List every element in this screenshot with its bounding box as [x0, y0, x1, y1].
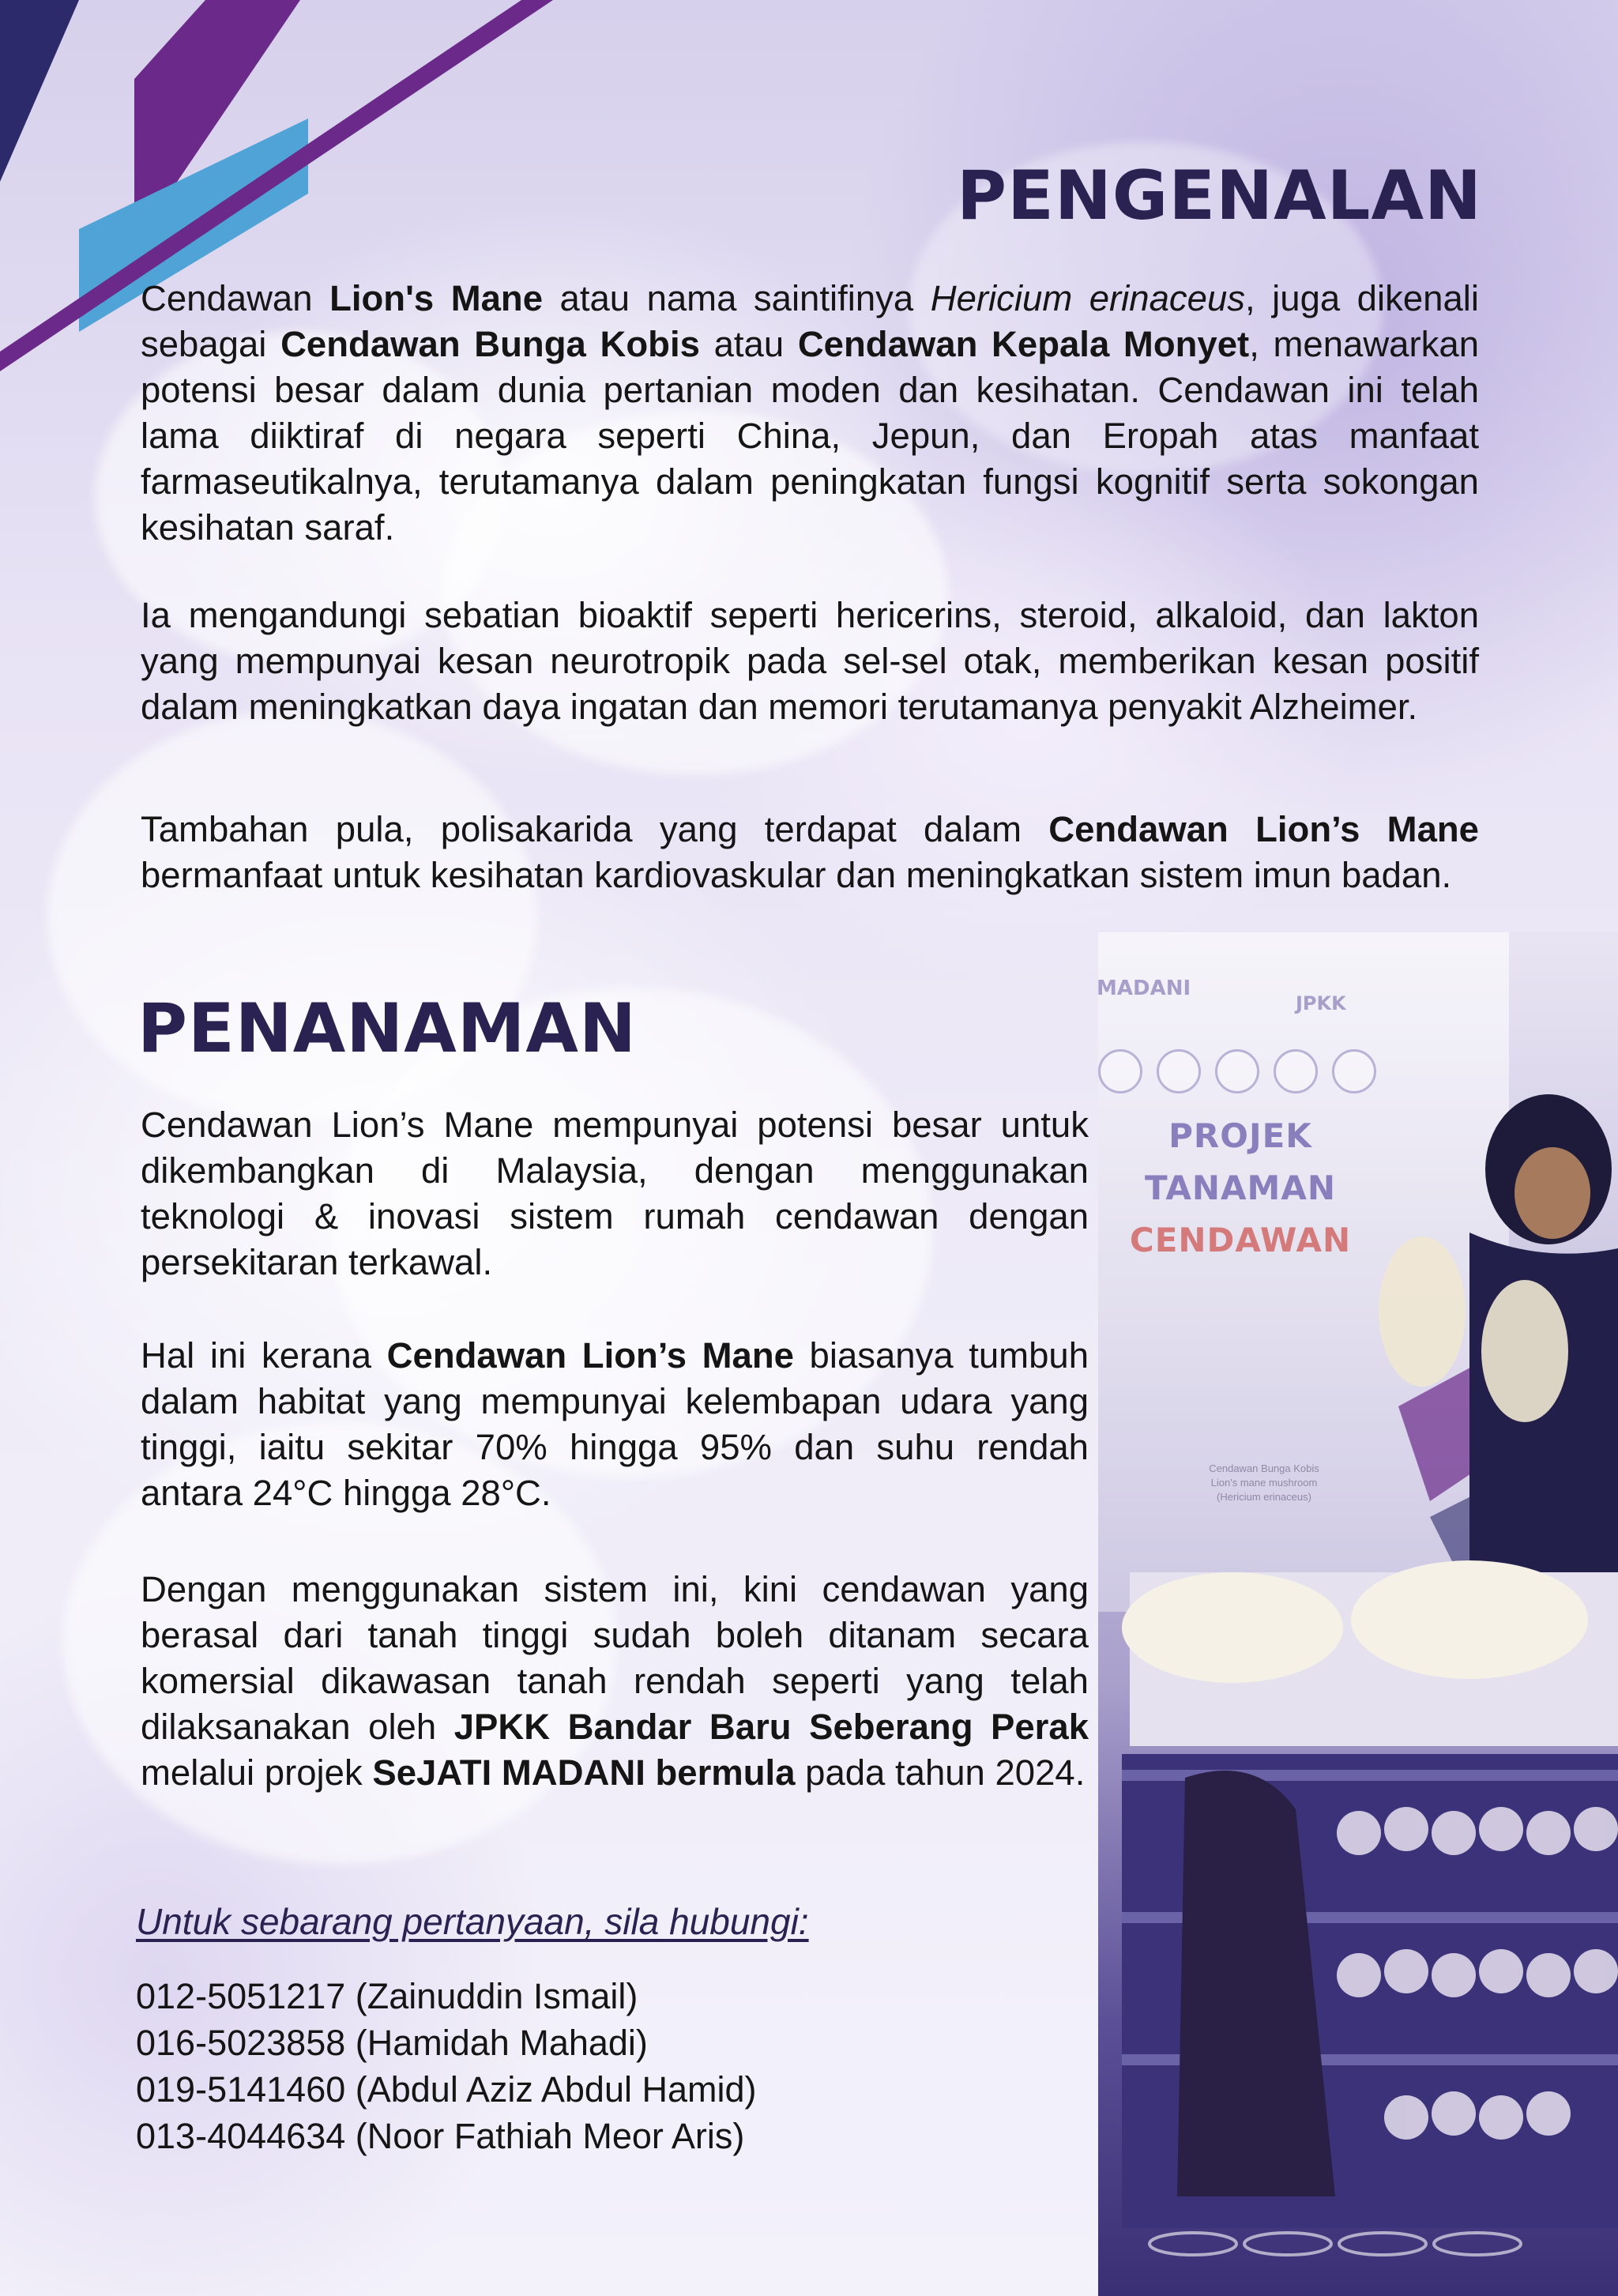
contact-entry[interactable]: 019-5141460 (Abdul Aziz Abdul Hamid) — [136, 2069, 757, 2110]
circle-icon — [1157, 1049, 1201, 1093]
banner-line: CENDAWAN — [1129, 1221, 1352, 1259]
contact-entry[interactable]: 012-5051217 (Zainuddin Ismail) — [136, 1976, 638, 2016]
section-title-penanaman: PENANAMAN — [137, 989, 637, 1068]
contact-list — [136, 1973, 757, 2159]
polysaccharide-paragraph: Tambahan pula, polisakarida yang terdapat dalam Cendawan Lion’s Mane bermanfaat untuk kesihatan kardiovaskular dan meningkatkan sistem imun badan. — [141, 809, 1479, 895]
jpkk-logo: JPKK — [1296, 992, 1346, 1014]
system-paragraph: Dengan menggunakan sistem ini, kini cendawan yang berasal dari tanah tinggi sudah boleh ditanam secara komersial dikawasan tanah rendah seperti yang telah dilaksanakan oleh JPKK Bandar Baru Seberang Perak melalui projek SeJATI MADANI bermula pada tahun 2024. — [141, 1569, 1089, 1793]
circle-icon — [1215, 1049, 1259, 1093]
contact-entry[interactable]: 013-4044634 (Noor Fathiah Meor Aris) — [136, 2116, 745, 2156]
contact-label: Untuk sebarang pertanyaan, sila hubungi: — [136, 1901, 809, 1942]
circle-icon — [1332, 1049, 1376, 1093]
bioactive-paragraph: Ia mengandungi sebatian bioaktif seperti hericerins, steroid, alkaloid, dan lakton yang mempunyai kesan neurotropik pada sel-sel otak, memberikan kesan positif dalam meningkatkan daya ingatan dan memori terutamanya penyakit Alzheimer. — [141, 595, 1479, 727]
section-title-pengenalan: PENGENALAN — [957, 156, 1482, 235]
madani-logo: MADANI — [1097, 977, 1191, 1000]
banner-line: PROJEK — [1168, 1116, 1312, 1155]
caption-line: Cendawan Bunga Kobis — [1209, 1462, 1319, 1474]
banner-project-text — [1122, 1110, 1359, 1267]
habitat-paragraph: Hal ini kerana Cendawan Lion’s Mane biasanya tumbuh dalam habitat yang mempunyai kelembapan udara yang tinggi, iaitu sekitar 70% hingga 95% dan suhu rendah antara 24°C hingga 28°C. — [141, 1335, 1089, 1513]
intro-paragraph: Cendawan Lion's Mane atau nama saintifinya Hericium erinaceus, juga dikenali sebagai Cendawan Bunga Kobis atau Cendawan Kepala Monyet, menawarkan potensi besar dalam dunia pertanian moden dan kesihatan. Cendawan ini telah lama diiktiraf di negara seperti China, Jepun, dan Eropah atas manfaat farmaseutikalnya, terutamanya dalam peningkatan fungsi kognitif serta sokongan kesihatan saraf. — [141, 278, 1479, 548]
banner-line: TANAMAN — [1145, 1169, 1336, 1207]
cultivation-potential-paragraph: Cendawan Lion’s Mane mempunyai potensi besar untuk dikembangkan di Malaysia, dengan menggunakan teknologi & inovasi sistem rumah cendawan dengan persekitaran terkawal. — [141, 1105, 1089, 1282]
circle-icon — [1274, 1049, 1318, 1093]
caption-line: (Hericium erinaceus) — [1217, 1491, 1311, 1503]
circle-icon — [1098, 1049, 1142, 1093]
banner-caption — [1185, 1462, 1343, 1504]
contact-entry[interactable]: 016-5023858 (Hamidah Mahadi) — [136, 2023, 648, 2063]
caption-line: Lion's mane mushroom — [1210, 1477, 1318, 1489]
